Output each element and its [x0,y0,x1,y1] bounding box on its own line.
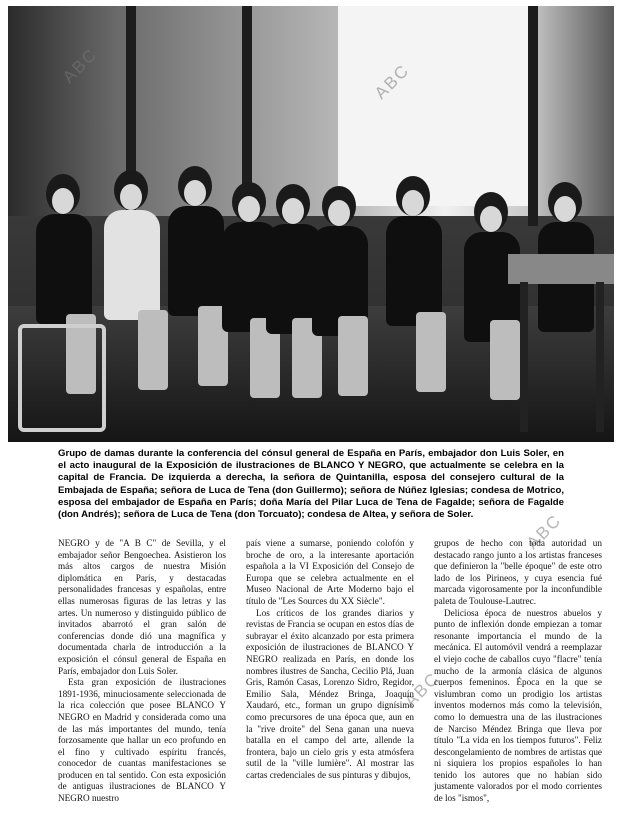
event-photo [8,6,614,442]
photo-table-leg [596,282,604,432]
paragraph: grupos de hecho con toda autoridad un destacado rango junto a los artistas franceses que definieron la "belle époque" de este otro lado de los Pirineos, y cuya esencia fué marcada vigorosamente por la inconfundible paleta de Toulouse-Lautrec. [434,538,602,606]
paragraph: Deliciosa época de nuestros abuelos y punto de inflexión donde empiezan a tomar resonante importancia el mundo de la mecánica. El automóvil vendrá a reemplazar el viejo coche de caballos cuyo "flacre" tenía mucho de la armonía clásica de algunos cuerpos femeninos. Época en la que se vislumbran como un prodigio los artistas inventos modernos más como la televisión, como lo demuestra una de las ilustraciones de Narciso Méndez Bringa que lleva por título "La vida en los tiempos futuros". Feliz descongelamiento de nombres de artistas que ni siquiera los propios españoles lo han tenido los autores que no habían sido justamente valorados por el modo corrientes de los "ismos", [434,607,602,804]
article-column-3 [434,538,602,822]
photo-caption: Grupo de damas durante la conferencia del cónsul general de España en París, embajador don Luis Soler, en el acto inaugural de la Exposición de ilustraciones de BLANCO Y NEGRO, que actualmente se celebra en la capital de Francia. De izquierda a derecha, la señora de Quintanilla, esposa del consejero cultural de la Embajada de España; señora de Luca de Tena (don Guillermo); señora de Núñez Iglesias; condesa de Motrico, esposa del embajador de España en París; doña María del Pilar Luca de Tena de Fagalde; señora de Fagalde (don Andrés); señora de Luca de Tena (don Torcuato); condesa de Altea, y señora de Soler. [58,448,564,521]
photo-pillar [528,6,538,226]
photo-table [508,254,614,284]
photo-window [338,6,528,206]
watermark: ABC [400,668,444,711]
paragraph: país viene a sumarse, poniendo colofón y broche de oro, a la interesante aportación española a la VI Exposición del Consejo de Europa que se celebra actualmente en el Museo Nacional de Arte Moderno bajo el título de "Les Sources du XX Siècle". [246,538,414,606]
watermark: ABC [370,60,414,103]
paragraph: Los críticos de los grandes diarios y revistas de Francia se ocupan en estos días de subrayar el éxito alcanzado por esta primera exposición de ilustraciones de BLANCO Y NEGRO realizada en París, en donde los nombres ilustres de Sancha, Cecilio Plá, Juan Gris, Ramón Casas, Lorenzo Sidro, Regidor, Emilio Sala, Méndez Bringa, Joaquín Xaudaró, etc., forman un grupo dignísimo como precursores de una época que, aun en la "rive droite" del Sena ganan una nueva batalla en el campo del arte, allende la frontera, bajo un cielo gris y esta atmósfera sutil de la "ville lumière". Al mostrar las cartas credenciales de sus pinturas y dibujos, [246,607,414,780]
photo-table-leg [520,282,528,432]
photo-chair [18,324,106,432]
article-column-2 [246,538,414,822]
article-column-1 [58,538,226,822]
article-body [58,538,610,822]
watermark: ABC [58,44,102,87]
paragraph: NEGRO y de "A B C" de Sevilla, y el embajador señor Bengoechea. Asistieron los más altos cargos de nuestra Misión diplomática en París, y destacadas personalidades francesas y españolas, entre ellas numerosas figuras de las letras y las artes. Un numeroso y distinguido público de invitados abarrotó el gran salón de conferencias donde dió una magnífica y documentada charla de introducción a la exposición el cónsul general de España en París, embajador don Luis Soler. [58,538,226,676]
paragraph: Esta gran exposición de ilustraciones 1891-1936, minuciosamente seleccionada de la rica colección que posee BLANCO Y NEGRO en Madrid y considerada como una de las más importantes del mundo, tenía forzosamente que hallar un eco profundo en el fino y cultivado espíritu francés, conocedor de cuantas manifestaciones se producen en tal sentido. Con esta exposición de antiguas ilustraciones de BLANCO Y NEGRO nuestro [58,677,226,804]
watermark: ABC [522,510,566,553]
